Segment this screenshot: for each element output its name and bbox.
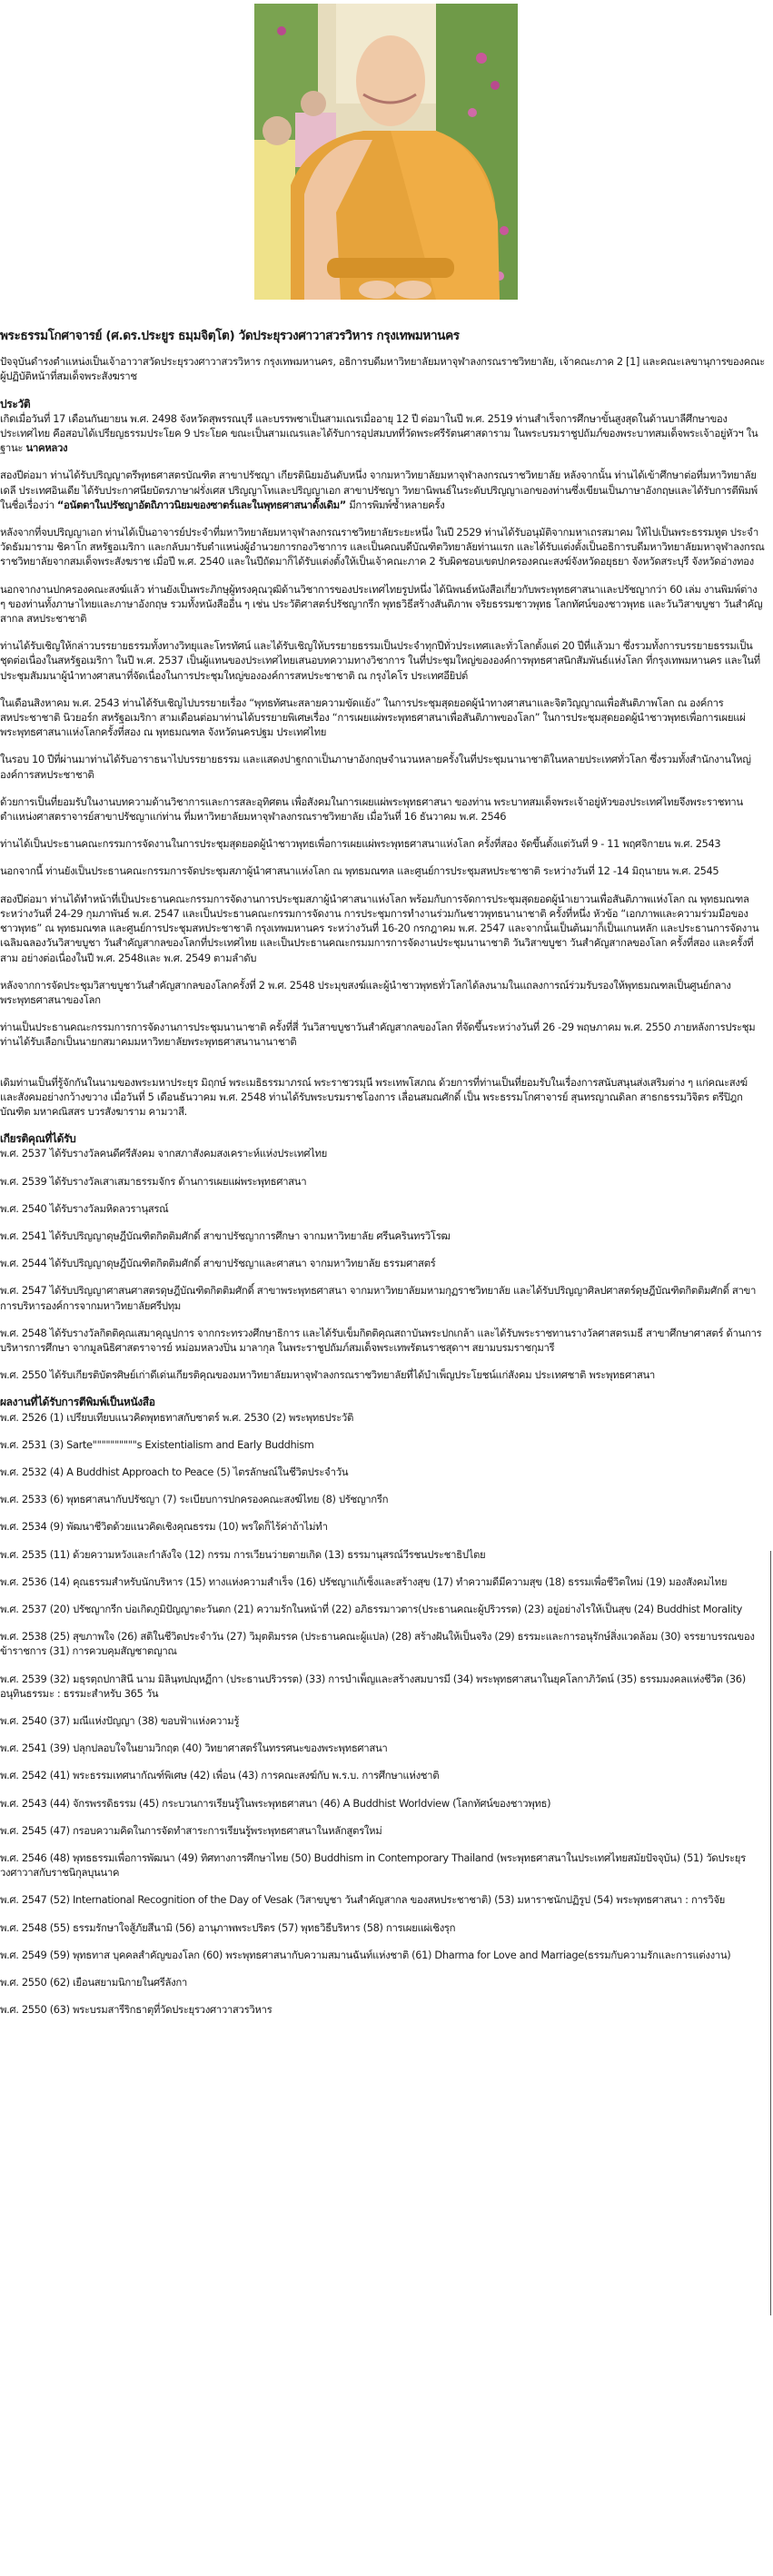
history-paragraph: สองปีต่อมา ท่านได้ทำหน้าที่เป็นประธานคณะกรรมการจัดงานการประชุมสภาผู้นำศาสนาแห่งโลก พร้อมกับการจัดการประชุมสุดยอดผู้นำเยาวนเพื่อสันติภาพแห่งโลก ณ พุทธมณฑล ระหว่างวันที่ 24-29 กุมภาพันธ์ พ.ศ. 2547 และเป็นประธานคณะกรรมการจัดงาน การประชุมการทำงานร่วมกันชาวพุทธนานาชาติ ครั้งที่หนึ่ง หัวข้อ “เอกภาพและความร่วมมือของชาวพุทธ” ณ พุทธมณฑล และศูนย์การประชุมสหประชาชาติ กรุงเทพมหานคร ระหว่างวันที่ 16-20 กรกฎาคม พ.ศ. 2547 และจากนั้นเป็นต้นมาก็เป็นแกนหลัก และประธานการจัดงานเฉลิมฉลองวันวิสาขบูชา วันสำคัญสากลของโลกที่ประเทศไทย และเป็นประธานคณะกรมมการการจัดงานประชุมนานาชาติ วันวิสาขบูชา วันสำคัญสากลของโลก ครั้งที่สอง และครั้งที่สาม อย่างต่อเนื่องในปี พ.ศ. 2548และ พ.ศ. 2549 ตามลำดับ: [0, 892, 759, 964]
work-item: พ.ศ. 2550 (63) พระบรมสารีริกธาตุที่วัดประยุรวงศาวาสวรวิหาร: [0, 2003, 273, 2017]
history-paragraph: นอกจากงานปกครองคณะสงฆ์แล้ว ท่านยังเป็นพระภิกษุผู้ทรงคุณวุฒิด้านวิชาการของประเทศไทยรูปหนึ่ง ได้นิพนธ์หนังสือเกี่ยวกับพระพุทธศาสนาและปรัชญากว่า 60 เล่ม งานพิมพ์ต่าง ๆ ของท่านทั้งภาษาไทยและภาษาอังกฤษ รวมทั้งหนังสืออื่น ๆ เช่น ประวัติศาสตร์ปรัชญากรีก พุทธวิธีสร้างสันติภาพ จริยธรรมชาวพุทธ โลกทัศน์ของชาวพุทธ และวันวิสาขบูชา วันสำคัญสากล สหประชาชาติ: [0, 582, 763, 626]
intro-paragraph: ปัจจุบันดำรงตำแหน่งเป็นเจ้าอาวาสวัดประยุรวงศาวาสวรวิหาร กรุงเทพมหานคร, อธิการบดีมหาวิทยาลัยมหาจุฬาลงกรณราชวิทยาลัย, เจ้าคณะภาค 2 [1] และคณะเลขานุการของคณะผู้ปฏิบัติหน้าที่สมเด็จพระสังฆราช: [0, 355, 765, 383]
work-item: พ.ศ. 2541 (39) ปลุกปลอบใจในยามวิกฤต (40) วิทยาศาสตร์ในทรรศนะของพระพุทธศาสนา: [0, 1742, 388, 1755]
work-item: พ.ศ. 2532 (4) A Buddhist Approach to Peace (5) ไตรลักษณ์ในชีวิตประจำวัน: [0, 1465, 349, 1478]
work-item: พ.ศ. 2535 (11) ด้วยความหวังและกำลังใจ (12) กรรม การเวียนว่ายตายเกิด (13) ธรรมานุสรณ์วีรชนประชาธิปไตย: [0, 1547, 486, 1561]
work-item: พ.ศ. 2539 (32) มธุรตฺถปกาสินี นาม มิลินฺทปญฺหฏีกา (ประธานปริวรรต) (33) การบำเพ็ญและสร้างสมบารมี (34) พระพุทธศาสนาในยุคโลกาภิวัตน์ (35) ธรรมมงคลแห่งชีวิต (36) อนุทินธรรมะ : ธรรมะสำหรับ 365 วัน: [0, 1672, 746, 1700]
history-heading: ประวัติ: [0, 397, 31, 410]
honor-item: พ.ศ. 2550 ได้รับเกียรติบัตรศิษย์เก่าดีเด่นเกียรติคุณของมหาวิทยาลัยมหาจุฬาลงกรณราชวิทยาลัยที่ได้บำเพ็ญประโยชน์แก่สังคม ประเทศชาติ พระพุทธศาสนา: [0, 1368, 655, 1382]
names-paragraph: เดิมท่านเป็นที่รู้จักกันในนามของพระมหาประยุร มิฤกษ์ พระเมธิธรรมาภรณ์ พระราชวรมุนี พระเทพโสภณ ด้วยการที่ท่านเป็นที่ยอมรับในเรื่องการสนับสนุนส่งเสริมต่าง ๆ แก่คณะสงฆ์และสังคมอย่างกว้างขวาง เมื่อวันที่ 5 เดือนธันวาคม พ.ศ. 2548 ท่านได้รับพระบรมราชโองการ เลื่อนสมณศักดิ์ เป็น พระธรรมโกศาจารย์ สุนทรญาณดิลก สาธกธรรมวิจิตร ตรีปิฎกบัณฑิต มหาคณิสสร บวรสังฆาราม คามวาสี.: [0, 1075, 748, 1118]
work-item: พ.ศ. 2547 (52) International Recognition of the Day of Vesak (วิสาขบูชา วันสำคัญสากล ของสหประชาชาติ) (53) มหาราชนักปฏิรูป (54) พระพุทธศาสนา : การวิจัย: [0, 1893, 725, 1907]
work-item: พ.ศ. 2536 (14) คุณธรรมสำหรับนักบริหาร (15) ทางแห่งความสำเร็จ (16) ปรัชญาแก้เซ็งและสร้างสุข (17) ทำความดีมีความสุข (18) ธรรมเพื่อชีวิตใหม่ (19) มองสังคมไทย: [0, 1574, 728, 1588]
work-item: พ.ศ. 2543 (44) จักรพรรดิธรรม (45) กระบวนการเรียนรู้ในพระพุทธศาสนา (46) A Buddhist Worldview (โลกทัศน์ของชาวพุทธ): [0, 1796, 551, 1810]
honor-item: พ.ศ. 2537 ได้รับรางวัลคนดีศรีสังคม จากสภาสังคมสงเคราะห์แห่งประเทศไทย: [0, 1147, 327, 1160]
history-paragraph: ในเดือนสิงหาคม พ.ศ. 2543 ท่านได้รับเชิญไปบรรยายเรื่อง “พุทธทัศนะสลายความขัดแย้ง” ในการประชุมสุดยอดผู้นำทางศาสนาและจิตวิญญาณเพื่อสันติภาพโลก ณ องค์การสหประชาชาติ นิวยอร์ก สหรัฐอเมริกา สามเดือนต่อมาท่านได้บรรยายพิเศษเรื่อง “การเผยแผ่พระพุทธศาสนาเพื่อสันติภาพของโลก” ในการประชุมสุดยอดผู้นำชาวพุทธเพื่อการเผยแผ่พระพุทธศาสนาแห่งโลกครั้งที่สอง ณ พุทธมณฑล จังหวัดนครปฐม ประเทศไทย: [0, 696, 746, 739]
history-paragraph: ท่านได้เป็นประธานคณะกรรมการจัดงานในการประชุมสุดยอดผู้นำชาวพุทธเพื่อการเผยแผ่พระพุทธศาสนาแห่งโลก ครั้งที่สอง จัดขึ้นตั้งแต่วันที่ 9 - 11 พฤศจิกายน พ.ศ. 2543: [0, 837, 721, 851]
thesis-title: “อนัตตาในปรัชญาอัตถิภาวนิยมของซาตร์และในพุทธศาสนาดั้งเดิม”: [56, 498, 346, 511]
work-item: พ.ศ. 2545 (47) กรอบความคิดในการจัดทำสาระการเรียนรู้พระพุทธศาสนาในหลักสูตรใหม่: [0, 1823, 382, 1837]
education-tail: มีการพิมพ์ซ้ำหลายครั้ง: [345, 498, 445, 511]
works-list: [0, 1410, 765, 2018]
work-item: พ.ศ. 2533 (6) พุทธศาสนากับปรัชญา (7) ระเบียบการปกครองคณะสงฆ์ไทย (8) ปรัชญากรีก: [0, 1493, 389, 1506]
work-item: พ.ศ. 2548 (55) ธรรมรักษาใจสู้ภัยสึนามิ (56) อานุภาพพระปริตร (57) พุทธวิธีบริหาร (58) การเผยแผ่เชิงรุก: [0, 1920, 456, 1934]
history-text: เกิดเมื่อวันที่ 17 เดือนกันยายน พ.ศ. 2498 จังหวัดสุพรรณบุรี และบรรพชาเป็นสามเณรเมื่ออายุ 12 ปี ต่อมาในปี พ.ศ. 2519 ท่านสำเร็จการศึกษาขั้นสูงสุดในด้านบาลีศึกษาของประเทศไทย คือสอบได้เปรียญธรรมประโยค 9 ประโยค ขณะเป็นสามเณรและได้รับการอุปสมบทที่วัดพระศรีรัตนศาสดาราม ในพระบรมราชูปถัมภ์ของพระบาทสมเด็จพระเจ้าอยู่หัวฯ ในฐานะ: [0, 411, 758, 455]
list-frame-border: [770, 1551, 771, 2315]
article: [0, 329, 765, 2029]
history-paragraph: หลังจากการจัดประชุมวิสาขบูชาวันสำคัญสากลของโลกครั้งที่ 2 พ.ศ. 2548 ประมุขสงฆ์และผู้นำชาวพุทธทั่วโลกได้ลงนามในแถลงการณ์ร่วมรับรองให้พุทธมณฑลเป็นศูนย์กลางพระพุทธศาสนาของโลก: [0, 978, 731, 1006]
honor-item: พ.ศ. 2547 ได้รับปริญญาศาสนศาสตรดุษฎีบัณฑิตกิตติมศักดิ์ สาขาพระพุทธศาสนา จากมหาวิทยาลัยมหามกุฏราชวิทยาลัย และได้รับปริญญาศิลปศาสตร์ดุษฎีบัณฑิตกิตติมศักดิ์ สาขาการบริหารองค์การจากมหาวิทยาลัยศรีปทุม: [0, 1284, 757, 1312]
history-paragraph: [0, 411, 765, 456]
work-item: พ.ศ. 2531 (3) Sarte""""""""""s Existentialism and Early Buddhism: [0, 1437, 314, 1451]
history-paragraph: ท่านเป็นประธานคณะกรรมการการจัดงานการประชุมนานาชาติ ครั้งที่สี่ วันวิสาขบูชาวันสำคัญสากลของโลก ที่จัดขึ้นระหว่างวันที่ 26 -29 พฤษภาคม พ.ศ. 2550 ภายหลังการประชุมท่านได้รับเลือกเป็นนายกสมาคมมหาวิทยาลัยพระพุทธศาสนานานาชาติ: [0, 1021, 756, 1049]
honors-list: [0, 1146, 765, 1382]
work-item: พ.ศ. 2537 (20) ปรัชญากรีก บ่อเกิดภูมิปัญญาตะวันตก (21) ความรักในหน้าที่ (22) อภิธรรมาวตาร(ประธานคณะผู้ปริวรรต) (23) อยู่อย่างไรให้เป็นสุข (24) Buddhist Morality: [0, 1602, 742, 1615]
work-item: พ.ศ. 2549 (59) พุทธทาส บุคคลสำคัญของโลก (60) พระพุทธศาสนากับความสมานฉันท์แห่งชาติ (61) Dharma for Love and Marriage(ธรรมกับความรักและการแต่งงาน): [0, 1948, 731, 1961]
honor-item: พ.ศ. 2544 ได้รับปริญญาดุษฎีบัณฑิตกิตติมศักดิ์ สาขาปรัชญาและศาสนา จากมหาวิทยาลัย ธรรมศาสตร์: [0, 1257, 436, 1270]
education-paragraph: [0, 468, 765, 512]
monk-photo: [254, 4, 518, 300]
history-paragraph: ในรอบ 10 ปีที่ผ่านมาท่านได้รับอาราธนาไปบรรยายธรรม และแสดงปาฐกถาเป็นภาษาอังกฤษจำนวนหลายครั้งในที่ประชุมนานาชาติในหลายประเทศทั่วโลก ซึ่งรวมทั้งสำนักงานใหญ่องค์การสหประชาชาติ: [0, 753, 751, 781]
honor-item: พ.ศ. 2541 ได้รับปริญญาดุษฎีบัณฑิตกิตติมศักดิ์ สาขาปรัชญาการศึกษา จากมหาวิทยาลัย ศรีนครินทรวิโรฒ: [0, 1229, 451, 1242]
work-item: พ.ศ. 2538 (25) สุขภาพใจ (26) สติในชีวิตประจำวัน (27) วิมุตติมรรค (ประธานคณะผู้แปล) (28) สร้างฝันให้เป็นจริง (29) ธรรมะและการอนุรักษ์สิ่งแวดล้อม (30) จรรยาบรรณของข้าราชการ (31) การควบคุมสัญชาตญาณ: [0, 1630, 755, 1658]
honors-heading: เกียรติคุณที่ได้รับ: [0, 1132, 76, 1146]
works-heading: ผลงานที่ได้รับการตีพิมพ์เป็นหนังสือ: [0, 1396, 155, 1409]
history-bold: นาคหลวง: [25, 441, 68, 455]
history-paragraph: ด้วยการเป็นที่ยอมรับในงานบทความด้านวิชาการและการสละอุทิศตน เพื่อสังคมในการเผยแผ่พระพุทธศาสนา ของท่าน พระบาทสมเด็จพระเจ้าอยู่หัวของประเทศไทยจึงพระราชทานตำแหน่งศาสตราจารย์สาขาปรัชญาแก่ท่าน ที่มหาวิทยาลัยมหาจุฬาลงกรณราชวิทยาลัย เมื่อวันที่ 16 ธันวาคม พ.ศ. 2546: [0, 795, 743, 824]
page-title: พระธรรมโกศาจารย์ (ศ.ดร.ประยูร ธมฺมจิตฺโต) วัดประยุรวงศาวาสวรวิหาร กรุงเทพมหานคร: [0, 329, 460, 343]
work-item: พ.ศ. 2534 (9) พัฒนาชีวิตด้วยแนวคิดเชิงคุณธรรม (10) พรใดก็ไร้ค่าถ้าไม่ทำ: [0, 1520, 328, 1534]
education-text: สองปีต่อมา ท่านได้รับปริญญาตรีพุทธศาสตรบัณฑิต สาขาปรัชญา เกียรตินิยมอันดับหนึ่ง จากมหาวิทยาลัยมหาจุฬาลงกรณราชวิทยาลัย หลังจากนั้น ท่านได้เข้าศึกษาต่อที่มหาวิทยาลัยเดลี ประเทศอินเดีย ได้รับประกาศนียบัตรภาษาฝรั่งเศส ปริญญาโทและปริญญาเอก สาขาปรัชญา วิทยานิพนธ์ในระดับปริญญาเอกของท่านซึ่งเขียนเป็นภาษาอังกฤษและได้รับการตีพิมพ์ในชื่อเรื่องว่า: [0, 469, 758, 511]
honor-item: พ.ศ. 2548 ได้รับรางวัลกิตติคุณเสมาคุณูปการ จากกระทรวงศึกษาธิการ และได้รับเข็มกิตติคุณสถาบันพระปกเกล้า และได้รับพระราชทานรางวัลศาสตรเมธี สาขาศึกษาศาสตร์ ด้านการบริหารการศึกษา จากมูลนิธิศาสตราจารย์ หม่อมหลวงปิ่น มาลากุล ในพระราชูปถัมภ์สมเด็จพระเทพรัตนราชสุดาฯ สยามบรมราชกุมารี: [0, 1326, 762, 1354]
history-paragraph: นอกจากนี้ ท่านยังเป็นประธานคณะกรรมการจัดประชุมสภาผู้นำศาสนาแห่งโลก ณ พุทธมณฑล และศูนย์การประชุมสหประชาชาติ ระหว่างวันที่ 12 -14 มิถุนายน พ.ศ. 2545: [0, 864, 719, 878]
history-paragraph: ท่านได้รับเชิญให้กล่าวบรรยายธรรมทั้งทางวิทยุและโทรทัศน์ และได้รับเชิญให้บรรยายธรรมเป็นประจำทุกปีทั่วประเทศและทั่วโลกตั้งแต่ 20 ปีที่แล้วมา ซึ่งรวมทั้งการบรรยายธรรมเป็นชุดต่อเนื่องในสหรัฐอเมริกา ในปี พ.ศ. 2537 เป็นผู้แทนของประเทศไทยเสนอบทความทางวิชาการ ในที่ประชุมใหญ่ขององค์การพุทธศาสนิกสัมพันธ์แห่งโลก ที่กรุงเทพมหานคร และในที่ประชุมสัมมนาผู้นำทางศาสนาที่จัดเนื่องในการประชุมใหญ่ขององค์การสหประชาชาติ ณ กรุงไคโร ประเทศอียิปต์: [0, 639, 760, 682]
honor-item: พ.ศ. 2540 ได้รับรางวัลมหิดลวรานุสรณ์: [0, 1201, 169, 1215]
work-item: พ.ศ. 2542 (41) พระธรรมเทศนากัณฑ์พิเศษ (42) เพื่อน (43) การคณะสงฆ์กับ พ.ร.บ. การศึกษาแห่งชาติ: [0, 1769, 440, 1782]
monk-portrait-image: [254, 4, 518, 300]
work-item: พ.ศ. 2526 (1) เปรียบเทียบแนวคิดพุทธทาสกับซาตร์ พ.ศ. 2530 (2) พระพุทธประวัติ: [0, 1410, 354, 1424]
work-item: พ.ศ. 2550 (62) เยือนสยามนิกายในศรีลังกา: [0, 1976, 187, 1989]
honor-item: พ.ศ. 2539 ได้รับรางวัลเสาเสมาธรรมจักร ด้านการเผยแผ่พระพุทธศาสนา: [0, 1174, 307, 1188]
work-item: พ.ศ. 2546 (48) พุทธธรรมเพื่อการพัฒนา (49) ทิศทางการศึกษาไทย (50) Buddhism in Contemporary Thailand (พระพุทธศาสนาในประเทศไทยสมัยปัจจุบัน) (51) วัดประยุรวงศาวาสกับราชนิกุลบุนนาค: [0, 1851, 746, 1880]
work-item: พ.ศ. 2540 (37) มณีแห่งปัญญา (38) ขอบฟ้าแห่งความรู้: [0, 1714, 240, 1727]
history-paragraph: หลังจากที่จบปริญญาเอก ท่านได้เป็นอาจารย์ประจำที่มหาวิทยาลัยมหาจุฬาลงกรณราชวิทยาลัยระยะหนึ่ง ในปี 2529 ท่านได้รับอนุมัติจากมหาเถรสมาคม ให้ไปเป็นพระธรรมทูต ประจำวัดธัมมาราม ชิคาโก สหรัฐอเมริกา และกลับมารับตำแหน่งผู้อำนวยการกองวิชาการ และเป็นคณบดีบัณฑิตวิทยาลัยท่านแรก และได้รับแต่งตั้งเป็นอธิการบดีมหาวิทยาลัยมหาจุฬาลงกรณราชวิทยาลัยจากสมเด็จพระสังฆราช เมื่อปี พ.ศ. 2540 และในปีถัดมาก็ได้รับแต่งตั้งให้เป็นเจ้าคณะภาค 2 รับผิดชอบเขตปกครองคณะสงฆ์จังหวัดอยุธยา จังหวัดสระบุรี จังหวัดอ่างทอง: [0, 526, 765, 568]
